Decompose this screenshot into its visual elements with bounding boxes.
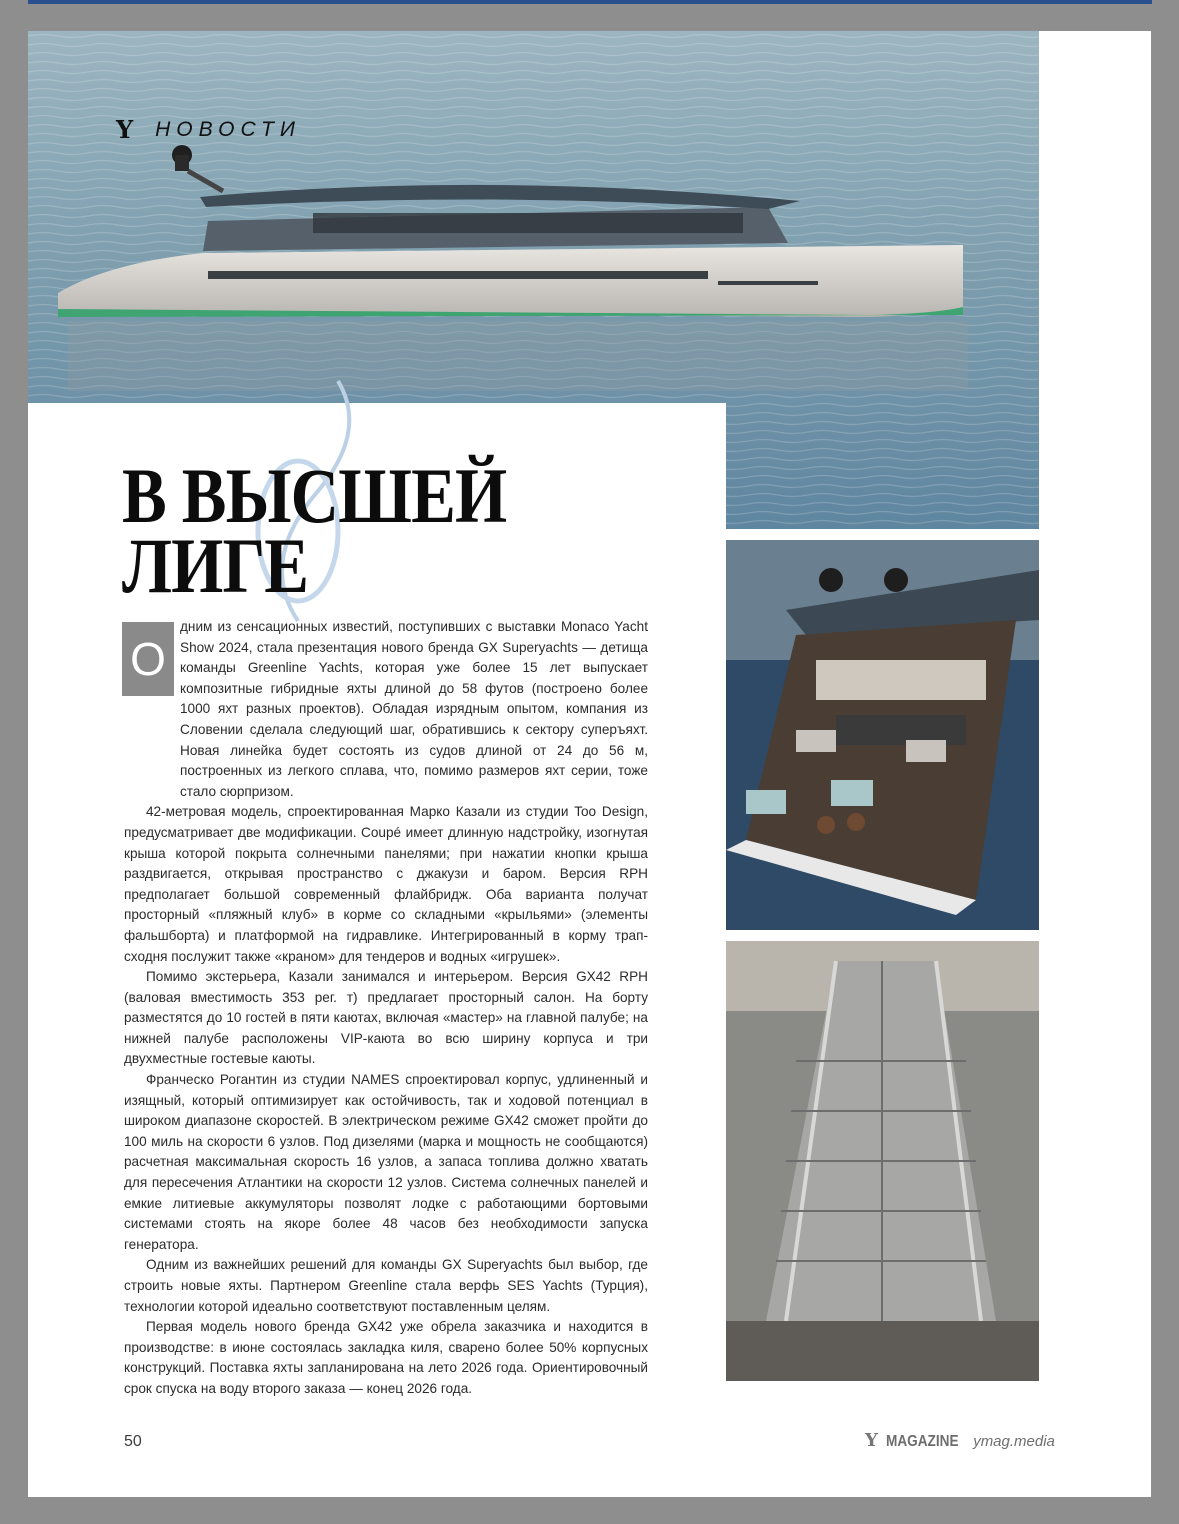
paragraph-1-text: дним из сенсационных известий, поступивших с выставки Monaco Yacht Show 2024, стала презентация нового бренда GX Superyachts — детища команды Greenline Yachts, которая уже более 15 лет выпускает композитные гибридные яхты длиной до 58 футов (построено более 1000 яхт разных проектов). Обладая изрядным опытом, компания из Словении сделала следующий шаг, обратившись к сектору суперъяхт. Новая линейка будет состоять из судов длиной от 24 до 56 м, построенных из легкого сплава, что, помимо размеров яхт серии, тоже стало сюрпризом. [180, 619, 648, 799]
footer-y-logo: Y [865, 1430, 878, 1451]
article-headline [122, 452, 569, 609]
yacht-deck-photo [726, 540, 1039, 930]
y-logo: Y [116, 115, 134, 144]
footer-site: ymag.media [973, 1433, 1055, 1450]
page-number: 50 [124, 1433, 142, 1450]
section-name: НОВОСТИ [155, 118, 301, 141]
paragraph-3: Помимо экстерьера, Казали занимался и интерьером. Версия GX42 RPH (валовая вместимость 353 рег. т) предлагает просторный салон. На борту разместятся до 10 гостей в пяти каютах, включая «мастер» на главной палубе; на нижней палубе расположены VIP-каюта во всю ширину корпуса и три двухместные гостевые каюты. [124, 969, 648, 1067]
footer-brand [865, 1430, 1055, 1451]
magazine-page [28, 31, 1151, 1497]
paragraph-2: 42-метровая модель, спроектированная Марко Казали из студии Too Design, предусматривает две модификации. Coupé имеет длинную надстройку, изогнутая крыша которой покрыта солнечными панелями; при нажатии кнопки крыша раздвигается, открывая пространство с джакузи и баром. Версия RPH предполагает большой современный флайбридж. Оба варианта получат просторный «пляжный клуб» в корме со складными «крыльями» (элементы фальшборта) и платформой на гидравлике. Интегрированный в корму трап-сходня послужит также «краном» для тендеров и водных «игрушек». [124, 804, 648, 964]
paragraph-4: Франческо Рогантин из студии NAMES спроектировал корпус, удлиненный и изящный, который оптимизирует как остойчивость, так и ходовой потенциал в широком диапазоне скоростей. В электрическом режиме GX42 сможет пройти до 100 миль на скорости 6 узлов. Под дизелями (марка и мощность не сообщаются) расчетная максимальная скорость 16 узлов, а запаса топлива должно хватать для пересечения Атлантики на скорости 12 узлов. Система солнечных панелей и емкие литиевые аккумуляторы позволят лодке с работающими бортовыми системами стоять на якоре более 48 часов без необходимости запуска генератора. [124, 1072, 648, 1252]
headline-line-1: В ВЫСШЕЙ [122, 452, 507, 539]
section-header [116, 117, 301, 143]
article-body [124, 617, 648, 1400]
paragraph-1 [124, 617, 648, 802]
headline-line-2: ЛИГЕ [122, 522, 309, 609]
hull-construction-photo [726, 941, 1039, 1381]
paragraph-5: Одним из важнейших решений для команды GX Superyachts был выбор, где строить новые яхты. Партнером Greenline стала верфь SES Yachts (Турция), технологии которой идеально соответствуют поставленным целям. [124, 1257, 648, 1314]
footer-magazine: MAGAZINE [885, 1433, 959, 1450]
top-accent-bar [28, 0, 1152, 4]
drop-cap: О [122, 622, 174, 696]
paragraph-6: Первая модель нового бренда GX42 уже обрела заказчика и находится в производстве: в июне состоялась закладка киля, сварено более 50% корпусных конструкций. Поставка яхты запланирована на лето 2026 года. Ориентировочный срок спуска на воду второго заказа — конец 2026 года. [124, 1319, 648, 1396]
